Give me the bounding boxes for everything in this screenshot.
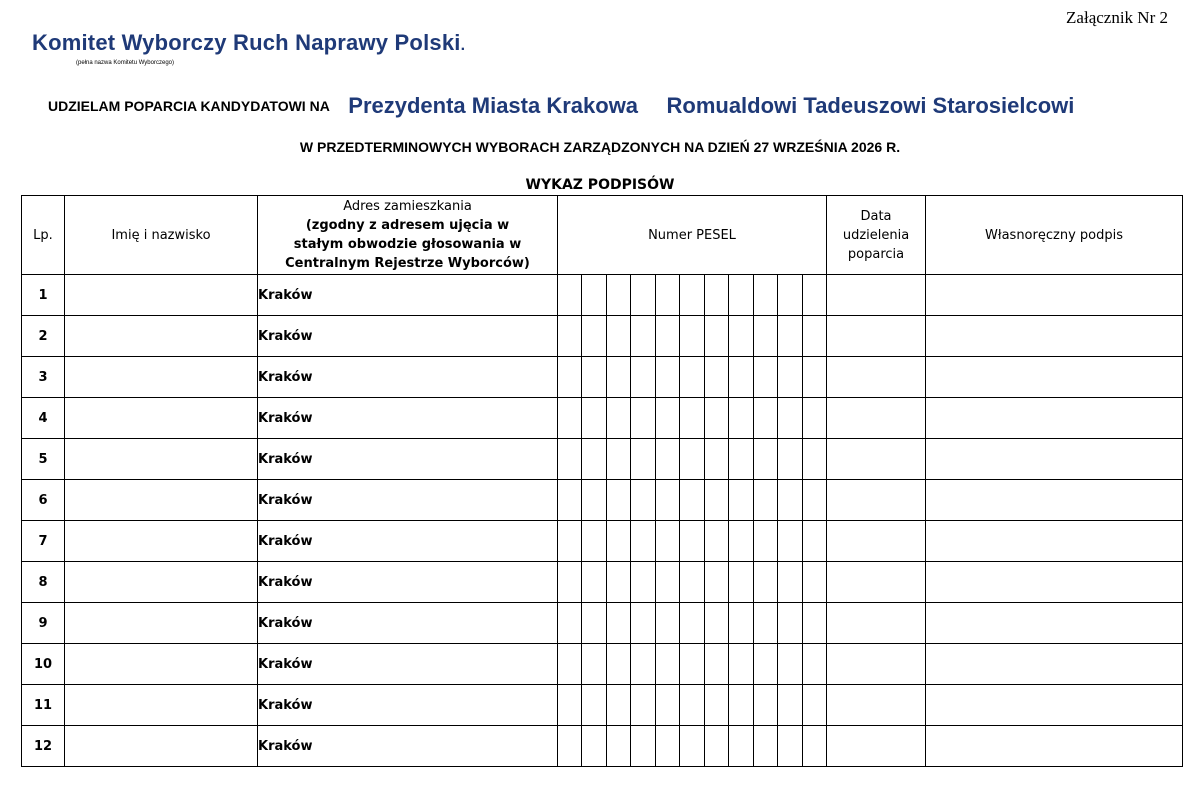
row-pesel-digit-cell[interactable] [729, 685, 754, 726]
committee-sub-label: (pełna nazwa Komitetu Wyborczego) [76, 60, 174, 66]
committee-name-text: Komitet Wyborczy Ruch Naprawy Polski [32, 30, 461, 55]
row-pesel-digit-cell[interactable] [803, 398, 827, 439]
row-address-cell[interactable]: Kraków [258, 316, 558, 357]
row-pesel-digit-cell[interactable] [607, 357, 631, 398]
row-pesel-digit-cell[interactable] [558, 726, 582, 767]
row-pesel-digit-cell[interactable] [754, 562, 778, 603]
row-pesel-digit-cell[interactable] [729, 439, 754, 480]
row-lp: 9 [22, 603, 65, 644]
row-name-cell[interactable] [65, 357, 258, 398]
row-pesel-digit-cell[interactable] [631, 316, 656, 357]
row-signature-cell[interactable] [926, 726, 1183, 767]
row-pesel-digit-cell[interactable] [680, 644, 705, 685]
row-pesel-digit-cell[interactable] [631, 603, 656, 644]
header-address-note: (zgodny z adresem ujęcia w stałym obwodzie głosowania w Centralnym Rejestrze Wyborców) [285, 218, 530, 271]
row-lp: 2 [22, 316, 65, 357]
row-pesel-digit-cell[interactable] [729, 644, 754, 685]
row-pesel-digit-cell[interactable] [558, 644, 582, 685]
support-line [48, 93, 1074, 119]
row-pesel-digit-cell[interactable] [582, 275, 607, 316]
row-pesel-digit-cell[interactable] [656, 357, 680, 398]
row-pesel-digit-cell[interactable] [631, 726, 656, 767]
row-address-cell[interactable]: Kraków [258, 275, 558, 316]
row-pesel-digit-cell[interactable] [778, 644, 803, 685]
row-lp: 1 [22, 275, 65, 316]
row-lp: 8 [22, 562, 65, 603]
header-lp: Lp. [22, 196, 65, 275]
row-pesel-digit-cell[interactable] [729, 521, 754, 562]
row-address-cell[interactable]: Kraków [258, 439, 558, 480]
row-pesel-digit-cell[interactable] [631, 439, 656, 480]
table-row [22, 480, 1183, 521]
annex-label: Załącznik Nr 2 [1066, 8, 1168, 27]
table-row [22, 398, 1183, 439]
row-pesel-digit-cell[interactable] [607, 439, 631, 480]
row-pesel-digit-cell[interactable] [631, 275, 656, 316]
row-pesel-digit-cell[interactable] [558, 521, 582, 562]
row-pesel-digit-cell[interactable] [778, 275, 803, 316]
row-pesel-digit-cell[interactable] [778, 726, 803, 767]
row-pesel-digit-cell[interactable] [680, 480, 705, 521]
row-pesel-digit-cell[interactable] [778, 480, 803, 521]
row-pesel-digit-cell[interactable] [656, 316, 680, 357]
row-pesel-digit-cell[interactable] [631, 398, 656, 439]
row-pesel-digit-cell[interactable] [803, 562, 827, 603]
row-pesel-digit-cell[interactable] [656, 439, 680, 480]
row-pesel-digit-cell[interactable] [631, 644, 656, 685]
row-signature-cell[interactable] [926, 521, 1183, 562]
row-lp: 3 [22, 357, 65, 398]
row-pesel-digit-cell[interactable] [607, 480, 631, 521]
row-pesel-digit-cell[interactable] [803, 685, 827, 726]
table-row [22, 275, 1183, 316]
row-pesel-digit-cell[interactable] [582, 603, 607, 644]
row-pesel-digit-cell[interactable] [656, 521, 680, 562]
row-name-cell[interactable] [65, 316, 258, 357]
row-pesel-digit-cell[interactable] [729, 562, 754, 603]
header-address [258, 196, 558, 275]
row-pesel-digit-cell[interactable] [607, 726, 631, 767]
row-date-cell[interactable] [827, 685, 926, 726]
row-pesel-digit-cell[interactable] [607, 275, 631, 316]
election-line: W PRZEDTERMINOWYCH WYBORACH ZARZĄDZONYCH NA DZIEŃ 27 WRZEŚNIA 2026 R. [299, 139, 901, 155]
row-address-cell[interactable]: Kraków [258, 644, 558, 685]
header-address-title: Adres zamieszkania [343, 199, 472, 214]
row-signature-cell[interactable] [926, 316, 1183, 357]
row-pesel-digit-cell[interactable] [803, 726, 827, 767]
row-pesel-digit-cell[interactable] [705, 521, 729, 562]
row-pesel-digit-cell[interactable] [582, 644, 607, 685]
row-pesel-digit-cell[interactable] [680, 521, 705, 562]
row-pesel-digit-cell[interactable] [656, 726, 680, 767]
committee-name [32, 30, 465, 56]
row-pesel-digit-cell[interactable] [582, 726, 607, 767]
row-pesel-digit-cell[interactable] [754, 480, 778, 521]
row-lp: 5 [22, 439, 65, 480]
row-date-cell[interactable] [827, 275, 926, 316]
row-pesel-digit-cell[interactable] [705, 644, 729, 685]
row-pesel-digit-cell[interactable] [754, 439, 778, 480]
row-pesel-digit-cell[interactable] [656, 398, 680, 439]
row-pesel-digit-cell[interactable] [778, 603, 803, 644]
table-row [22, 603, 1183, 644]
table-row [22, 562, 1183, 603]
row-pesel-digit-cell[interactable] [558, 316, 582, 357]
row-pesel-digit-cell[interactable] [656, 480, 680, 521]
row-pesel-digit-cell[interactable] [558, 685, 582, 726]
row-pesel-digit-cell[interactable] [558, 275, 582, 316]
row-pesel-digit-cell[interactable] [631, 521, 656, 562]
row-date-cell[interactable] [827, 398, 926, 439]
row-pesel-digit-cell[interactable] [754, 398, 778, 439]
row-pesel-digit-cell[interactable] [680, 439, 705, 480]
row-pesel-digit-cell[interactable] [582, 357, 607, 398]
row-pesel-digit-cell[interactable] [754, 726, 778, 767]
row-pesel-digit-cell[interactable] [803, 275, 827, 316]
row-pesel-digit-cell[interactable] [778, 357, 803, 398]
row-name-cell[interactable] [65, 480, 258, 521]
row-name-cell[interactable] [65, 644, 258, 685]
row-pesel-digit-cell[interactable] [729, 316, 754, 357]
support-candidate: Romualdowi Tadeuszowi Starosielcowi [666, 93, 1075, 118]
row-pesel-digit-cell[interactable] [705, 398, 729, 439]
row-pesel-digit-cell[interactable] [582, 562, 607, 603]
support-lead: UDZIELAM POPARCIA KANDYDATOWI NA [48, 98, 330, 114]
row-lp: 4 [22, 398, 65, 439]
signature-table [21, 195, 1183, 767]
table-body [22, 275, 1183, 767]
row-pesel-digit-cell[interactable] [680, 726, 705, 767]
row-pesel-digit-cell[interactable] [680, 357, 705, 398]
row-pesel-digit-cell[interactable] [803, 439, 827, 480]
header-row [22, 196, 1183, 275]
table-row [22, 521, 1183, 562]
row-pesel-digit-cell[interactable] [705, 562, 729, 603]
row-pesel-digit-cell[interactable] [680, 398, 705, 439]
row-pesel-digit-cell[interactable] [607, 316, 631, 357]
header-name: Imię i nazwisko [65, 196, 258, 275]
table-row [22, 726, 1183, 767]
row-signature-cell[interactable] [926, 357, 1183, 398]
row-signature-cell[interactable] [926, 644, 1183, 685]
row-name-cell[interactable] [65, 603, 258, 644]
row-pesel-digit-cell[interactable] [680, 562, 705, 603]
row-date-cell[interactable] [827, 439, 926, 480]
row-pesel-digit-cell[interactable] [803, 603, 827, 644]
row-pesel-digit-cell[interactable] [803, 357, 827, 398]
row-pesel-digit-cell[interactable] [729, 275, 754, 316]
row-pesel-digit-cell[interactable] [705, 685, 729, 726]
row-date-cell[interactable] [827, 316, 926, 357]
row-pesel-digit-cell[interactable] [631, 562, 656, 603]
row-pesel-digit-cell[interactable] [705, 275, 729, 316]
row-address-cell[interactable]: Kraków [258, 685, 558, 726]
row-pesel-digit-cell[interactable] [754, 357, 778, 398]
row-pesel-digit-cell[interactable] [729, 398, 754, 439]
support-office: Prezydenta Miasta Krakowa [348, 93, 639, 118]
row-pesel-digit-cell[interactable] [558, 357, 582, 398]
row-pesel-digit-cell[interactable] [607, 521, 631, 562]
row-pesel-digit-cell[interactable] [729, 357, 754, 398]
table-row [22, 357, 1183, 398]
row-pesel-digit-cell[interactable] [705, 726, 729, 767]
row-lp: 12 [22, 726, 65, 767]
row-address-cell[interactable]: Kraków [258, 726, 558, 767]
row-pesel-digit-cell[interactable] [729, 603, 754, 644]
row-pesel-digit-cell[interactable] [778, 316, 803, 357]
row-pesel-digit-cell[interactable] [607, 685, 631, 726]
row-address-cell[interactable]: Kraków [258, 562, 558, 603]
row-pesel-digit-cell[interactable] [754, 275, 778, 316]
row-date-cell[interactable] [827, 644, 926, 685]
table-row [22, 644, 1183, 685]
row-pesel-digit-cell[interactable] [778, 685, 803, 726]
row-signature-cell[interactable] [926, 685, 1183, 726]
row-date-cell[interactable] [827, 521, 926, 562]
row-pesel-digit-cell[interactable] [582, 439, 607, 480]
row-signature-cell[interactable] [926, 439, 1183, 480]
row-pesel-digit-cell[interactable] [582, 480, 607, 521]
row-pesel-digit-cell[interactable] [582, 398, 607, 439]
row-pesel-digit-cell[interactable] [803, 316, 827, 357]
row-pesel-digit-cell[interactable] [558, 603, 582, 644]
row-pesel-digit-cell[interactable] [705, 357, 729, 398]
header-date: Data udzielenia poparcia [827, 196, 926, 275]
row-pesel-digit-cell[interactable] [705, 316, 729, 357]
committee-name-suffix: . [460, 37, 466, 54]
row-pesel-digit-cell[interactable] [582, 685, 607, 726]
row-name-cell[interactable] [65, 726, 258, 767]
row-pesel-digit-cell[interactable] [680, 275, 705, 316]
row-lp: 6 [22, 480, 65, 521]
table-row [22, 685, 1183, 726]
row-pesel-digit-cell[interactable] [705, 439, 729, 480]
row-pesel-digit-cell[interactable] [582, 316, 607, 357]
row-pesel-digit-cell[interactable] [558, 480, 582, 521]
list-title: WYKAZ PODPISÓW [525, 177, 675, 193]
row-lp: 10 [22, 644, 65, 685]
row-name-cell[interactable] [65, 521, 258, 562]
row-signature-cell[interactable] [926, 562, 1183, 603]
row-signature-cell[interactable] [926, 275, 1183, 316]
row-pesel-digit-cell[interactable] [582, 521, 607, 562]
row-address-cell[interactable]: Kraków [258, 603, 558, 644]
row-date-cell[interactable] [827, 562, 926, 603]
row-pesel-digit-cell[interactable] [656, 275, 680, 316]
row-pesel-digit-cell[interactable] [803, 644, 827, 685]
row-pesel-digit-cell[interactable] [558, 562, 582, 603]
row-pesel-digit-cell[interactable] [558, 398, 582, 439]
row-address-cell[interactable]: Kraków [258, 521, 558, 562]
row-address-cell[interactable]: Kraków [258, 357, 558, 398]
row-pesel-digit-cell[interactable] [778, 562, 803, 603]
row-pesel-digit-cell[interactable] [705, 603, 729, 644]
row-pesel-digit-cell[interactable] [680, 603, 705, 644]
row-pesel-digit-cell[interactable] [778, 521, 803, 562]
row-name-cell[interactable] [65, 398, 258, 439]
row-pesel-digit-cell[interactable] [754, 644, 778, 685]
row-signature-cell[interactable] [926, 398, 1183, 439]
row-pesel-digit-cell[interactable] [729, 480, 754, 521]
row-name-cell[interactable] [65, 685, 258, 726]
row-date-cell[interactable] [827, 603, 926, 644]
row-name-cell[interactable] [65, 439, 258, 480]
row-name-cell[interactable] [65, 275, 258, 316]
row-pesel-digit-cell[interactable] [754, 603, 778, 644]
row-pesel-digit-cell[interactable] [656, 562, 680, 603]
row-pesel-digit-cell[interactable] [754, 685, 778, 726]
row-signature-cell[interactable] [926, 603, 1183, 644]
row-name-cell[interactable] [65, 562, 258, 603]
row-pesel-digit-cell[interactable] [705, 480, 729, 521]
row-pesel-digit-cell[interactable] [607, 398, 631, 439]
row-pesel-digit-cell[interactable] [607, 603, 631, 644]
row-date-cell[interactable] [827, 726, 926, 767]
row-lp: 7 [22, 521, 65, 562]
row-pesel-digit-cell[interactable] [631, 480, 656, 521]
row-pesel-digit-cell[interactable] [803, 480, 827, 521]
row-pesel-digit-cell[interactable] [656, 644, 680, 685]
row-pesel-digit-cell[interactable] [607, 562, 631, 603]
row-pesel-digit-cell[interactable] [778, 398, 803, 439]
header-pesel: Numer PESEL [558, 196, 827, 275]
table-row [22, 316, 1183, 357]
row-address-cell[interactable]: Kraków [258, 480, 558, 521]
row-pesel-digit-cell[interactable] [680, 685, 705, 726]
row-pesel-digit-cell[interactable] [631, 685, 656, 726]
row-date-cell[interactable] [827, 357, 926, 398]
row-pesel-digit-cell[interactable] [656, 685, 680, 726]
row-address-cell[interactable]: Kraków [258, 398, 558, 439]
row-pesel-digit-cell[interactable] [729, 726, 754, 767]
row-pesel-digit-cell[interactable] [631, 357, 656, 398]
row-lp: 11 [22, 685, 65, 726]
row-pesel-digit-cell[interactable] [680, 316, 705, 357]
row-pesel-digit-cell[interactable] [558, 439, 582, 480]
row-pesel-digit-cell[interactable] [778, 439, 803, 480]
row-date-cell[interactable] [827, 480, 926, 521]
row-pesel-digit-cell[interactable] [754, 521, 778, 562]
table-row [22, 439, 1183, 480]
row-pesel-digit-cell[interactable] [607, 644, 631, 685]
row-pesel-digit-cell[interactable] [803, 521, 827, 562]
row-pesel-digit-cell[interactable] [656, 603, 680, 644]
header-signature: Własnoręczny podpis [926, 196, 1183, 275]
row-signature-cell[interactable] [926, 480, 1183, 521]
row-pesel-digit-cell[interactable] [754, 316, 778, 357]
